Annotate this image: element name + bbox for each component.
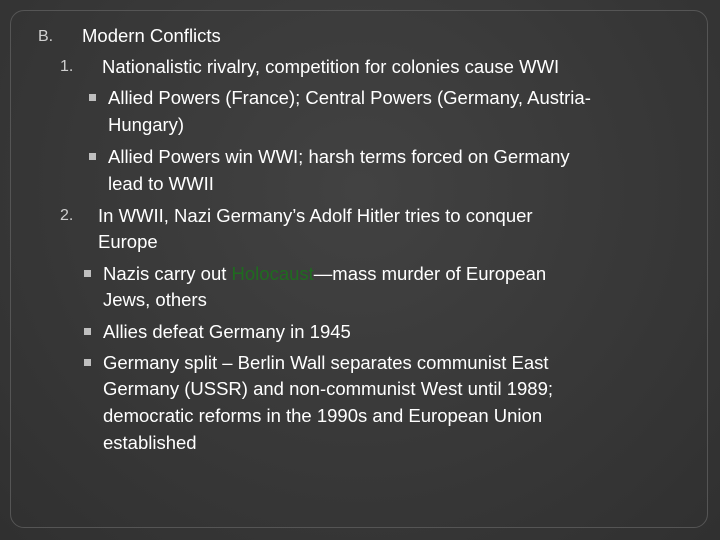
item-1-bullet-2-line-1: Allied Powers win WWI; harsh terms forced on Germany: [108, 146, 570, 167]
item-1-marker: 1.: [60, 58, 74, 75]
section-marker: B.: [38, 28, 54, 45]
holocaust-highlight: Holocaust: [231, 263, 314, 284]
item-1-text: Nationalistic rivalry, competition for colonies cause WWI: [102, 56, 560, 77]
item-2-bullet-3-line-2: Germany (USSR) and non-communist West until 1989;: [103, 378, 554, 399]
item-1-bullet-1-line-2: Hungary): [108, 114, 185, 135]
item-2-text-line-2: Europe: [98, 231, 158, 252]
bullet-text-pre: Nazis carry out: [103, 263, 232, 284]
square-bullet-icon: [89, 94, 96, 101]
item-1-bullet-1-line-1: Allied Powers (France); Central Powers (Germany, Austria-: [108, 87, 591, 108]
item-2-bullet-3-line-3: democratic reforms in the 1990s and European Union: [103, 405, 543, 426]
item-2-bullet-2-line-1: Allies defeat Germany in 1945: [103, 321, 351, 342]
item-2-bullet-1-line-2: Jews, others: [103, 289, 207, 310]
item-1-bullet-2-line-2: lead to WWII: [108, 173, 214, 194]
bullet-text-post: —mass murder of European: [313, 263, 547, 284]
item-2-bullet-1-line-1: [103, 263, 546, 285]
item-2-bullet-3-line-1: Germany split – Berlin Wall separates communist East: [103, 352, 549, 373]
item-2-text-line-1: In WWII, Nazi Germany’s Adolf Hitler tries to conquer: [98, 205, 533, 226]
square-bullet-icon: [84, 328, 91, 335]
square-bullet-icon: [89, 153, 96, 160]
square-bullet-icon: [84, 359, 91, 366]
section-title: Modern Conflicts: [82, 25, 221, 46]
item-2-marker: 2.: [60, 207, 74, 224]
item-2-bullet-3-line-4: established: [103, 432, 197, 453]
square-bullet-icon: [84, 270, 91, 277]
